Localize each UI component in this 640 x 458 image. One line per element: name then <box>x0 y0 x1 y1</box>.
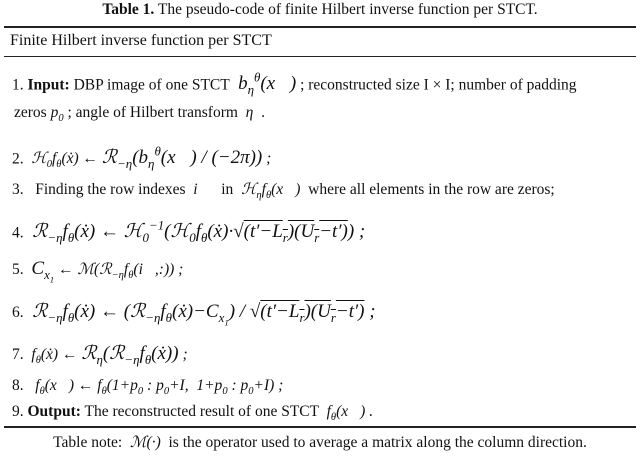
table-caption-label: Table 1. <box>102 1 155 18</box>
step-1-text-d: ; angle of Hilbert transform <box>67 104 238 121</box>
step-5-formula: $C_{x_1}$ ← $ℳ(ℛ_{-\eta}f_\theta(i⃗,:))$ ; <box>31 258 184 285</box>
step-6 <box>12 300 376 327</box>
step-1-cont <box>14 104 265 124</box>
table-header: Finite Hilbert inverse function per STCT <box>10 32 272 49</box>
table-note-operator: ℳ(·) <box>129 433 165 451</box>
step-4-num: 4. <box>12 224 24 242</box>
table-note-text: is the operator used to average a matrix along the column direction. <box>168 434 587 451</box>
step-3-text-b: in <box>221 181 234 198</box>
step-7-formula: $f_\theta(ẋ)$ ← $ℛ_\eta(ℛ_{-\eta}f_\theta(ẋ))$ ; <box>27 342 188 367</box>
table-note-label: Table note: <box>53 434 123 451</box>
step-9-label: Output: <box>27 403 81 420</box>
step-3 <box>12 180 555 201</box>
step-2 <box>12 144 271 172</box>
step-9-formula: $f_\theta(x⃗)$ . <box>322 403 374 424</box>
step-1-text-c: zeros <box>14 104 47 121</box>
step-7-num: 7. <box>12 346 24 363</box>
step-2-num: 2. <box>12 150 24 168</box>
step-1-num: 1. <box>12 76 24 94</box>
step-8-num: 8. <box>12 377 24 394</box>
step-1-text-a: DBP image of one STCT <box>73 76 230 94</box>
step-3-i-vector: i⃗ <box>189 181 218 198</box>
step-1-text-e: . <box>261 104 265 121</box>
step-8 <box>12 377 283 397</box>
top-rule <box>4 26 636 28</box>
step-9 <box>12 403 373 423</box>
header-rule <box>4 56 636 57</box>
step-3-formula: $ℋ_\eta f_\theta(x⃗)$ <box>241 180 305 202</box>
step-5 <box>12 258 183 284</box>
step-3-text-a: Finding the row indexes <box>35 181 186 198</box>
bottom-rule <box>4 426 636 428</box>
step-4-formula: $ℛ_{-\eta}f_\theta(ẋ)$ ← $ℋ_0^{-1}(ℋ_0f_\theta(ẋ)\cdot√(t'-L_r)(U_r-t'))$ ; <box>32 218 366 246</box>
step-8-formula: $f_\theta(x⃗)$ ← $f_\theta(1+p_0$ : $p_0+I$, $1+p_0$ : $p_0+I$) ; <box>27 377 284 398</box>
table-caption <box>0 1 640 19</box>
step-1 <box>12 70 577 98</box>
step-9-num: 9. <box>12 403 24 420</box>
step-5-num: 5. <box>12 261 24 278</box>
step-1-label: Input: <box>27 76 70 94</box>
step-1-text-b: ; reconstructed size I × I; number of padding <box>300 76 577 94</box>
step-3-text-c: where all elements in the row are zeros; <box>308 181 555 198</box>
table-note <box>0 433 640 452</box>
step-2-formula: $ℋ_0f_\theta(ẋ)$ ← $ℛ_{-\eta}(b_\eta^\theta(x⃗) / (-2\pi))$ ; <box>31 144 272 172</box>
step-3-num: 3. <box>12 181 24 198</box>
step-1-dbp-formula: $b_\eta^\theta(x⃗)$ <box>233 70 297 98</box>
step-6-num: 6. <box>12 304 24 321</box>
step-9-text: The reconstructed result of one STCT <box>84 403 319 420</box>
step-6-formula: $ℛ_{-\eta}f_\theta(ẋ)$ ← $(ℛ_{-\eta}f_\theta(ẋ)-C_{x_1}) / √(t'-L_r)(U_r-t')$ ; <box>32 300 376 328</box>
step-1-eta-formula: η <box>241 104 258 121</box>
table-caption-text: The pseudo-code of finite Hilbert inverse function per STCT. <box>157 1 538 18</box>
step-7 <box>12 342 188 368</box>
step-4 <box>12 218 365 246</box>
step-1-p0-formula: $p_0$ <box>50 104 64 125</box>
